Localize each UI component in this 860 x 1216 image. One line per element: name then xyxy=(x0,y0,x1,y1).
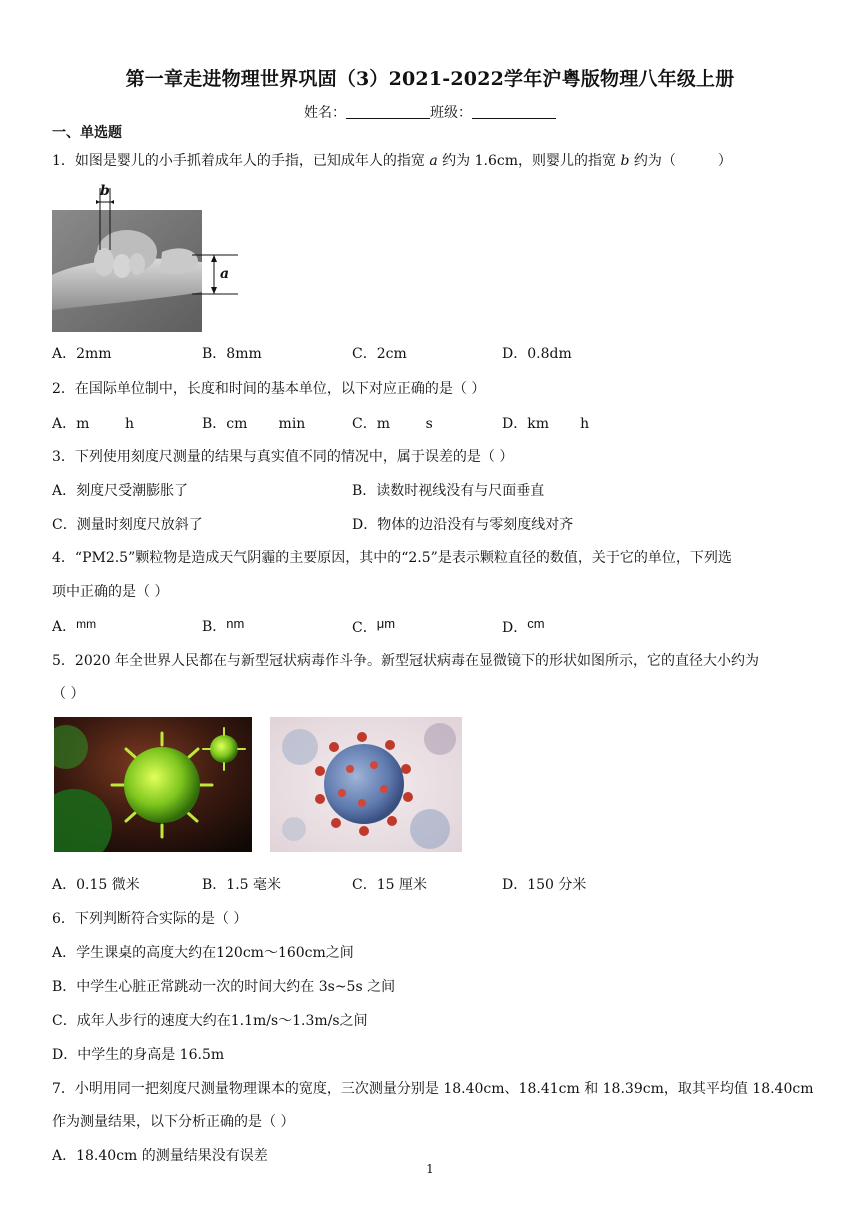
q6-option-d[interactable]: D．中学生的身高是 16.5m xyxy=(52,1047,225,1063)
q6-option-c[interactable]: C．成年人步行的速度大约在1.1m/s～1.3m/s之间 xyxy=(52,1013,368,1029)
fig-label-a: a xyxy=(220,266,230,282)
q5-option-b[interactable]: B．1.5 毫米 xyxy=(202,877,282,893)
q4-option-d[interactable]: D．cm xyxy=(502,616,545,636)
question-6: 6．下列判断符合实际的是（ ） xyxy=(52,911,248,927)
question-5-line-1: 5．2020 年全世界人民都在与新型冠状病毒作斗争。新型冠状病毒在显微镜下的形状如图所示，它的直径大小约为 xyxy=(52,653,759,669)
q3-option-c[interactable]: C．测量时刻度尺放斜了 xyxy=(52,517,203,533)
page-number: 1 xyxy=(426,1162,434,1176)
virus-image-red xyxy=(270,717,462,852)
question-3: 3．下列使用刻度尺测量的结果与真实值不同的情况中，属于误差的是（ ） xyxy=(52,449,514,465)
question-7-line-2: 作为测量结果，以下分析正确的是（ ） xyxy=(52,1114,295,1130)
name-blank[interactable] xyxy=(346,106,430,119)
q2-option-a[interactable]: A．m h xyxy=(52,416,135,432)
q7-option-a[interactable]: A．18.40cm 的测量结果没有误差 xyxy=(52,1148,268,1164)
var-b: b xyxy=(620,153,630,169)
student-info-line xyxy=(0,102,860,122)
q2-option-b[interactable]: B．cm min xyxy=(202,416,306,432)
q4-option-c[interactable]: C．μm xyxy=(352,616,396,636)
q2-option-d[interactable]: D．km h xyxy=(502,416,590,432)
question-4-line-1: 4．“PM2.5”颗粒物是造成天气阴霾的主要原因，其中的“2.5”是表示颗粒直径的数值，关于它的单位，下列选 xyxy=(52,550,732,566)
q3-option-d[interactable]: D．物体的边沿没有与零刻度线对齐 xyxy=(352,517,574,533)
q4-option-a[interactable]: A．mm xyxy=(52,617,97,635)
finger-photo xyxy=(52,180,242,332)
q1-option-a[interactable]: A．2mm xyxy=(52,346,112,362)
section-heading: 一、单选题 xyxy=(52,125,122,141)
q4-unit-b: nm xyxy=(226,616,245,631)
question-2: 2．在国际单位制中，长度和时间的基本单位，以下对应正确的是（ ） xyxy=(52,381,486,397)
class-blank[interactable] xyxy=(472,106,556,119)
q4-unit-d: cm xyxy=(527,616,545,631)
fig-label-b: b xyxy=(100,183,110,199)
q1-option-c[interactable]: C．2cm xyxy=(352,346,407,362)
virus-image-green xyxy=(54,717,252,852)
q4-option-b[interactable]: B．nm xyxy=(202,616,245,635)
question-1: 1．如图是婴儿的小手抓着成年人的手指，已知成年人的指宽 a 约为 1.6cm，则婴儿的指宽 b 约为（ ） xyxy=(52,153,732,169)
var-a: a xyxy=(429,153,438,169)
class-label: 班级： xyxy=(430,105,472,121)
q5-option-c[interactable]: C．15 厘米 xyxy=(352,877,427,893)
q4-unit-c: μm xyxy=(376,616,396,631)
q6-option-b[interactable]: B．中学生心脏正常跳动一次的时间大约在 3s~5s 之间 xyxy=(52,979,396,995)
q1-option-d[interactable]: D．0.8dm xyxy=(502,346,572,362)
q4-unit-a: mm xyxy=(76,617,97,631)
q5-option-a[interactable]: A．0.15 微米 xyxy=(52,877,140,893)
q2-option-c[interactable]: C．m s xyxy=(352,416,433,432)
q3-option-b[interactable]: B．读数时视线没有与尺面垂直 xyxy=(352,483,545,499)
name-label: 姓名： xyxy=(304,105,346,121)
q1-option-b[interactable]: B．8mm xyxy=(202,346,262,362)
q5-option-d[interactable]: D．150 分米 xyxy=(502,877,587,893)
q3-option-a[interactable]: A．刻度尺受潮膨胀了 xyxy=(52,483,189,499)
question-7-line-1: 7．小明用同一把刻度尺测量物理课本的宽度，三次测量分别是 18.40cm、18.41cm 和 18.39cm，取其平均值 18.40cm xyxy=(52,1081,814,1097)
question-5-line-2: （ ） xyxy=(52,686,85,702)
q6-option-a[interactable]: A．学生课桌的高度大约在120cm～160cm之间 xyxy=(52,945,354,961)
page-title: 第一章走进物理世界巩固（3）2021-2022学年沪粤版物理八年级上册 xyxy=(125,68,735,90)
question-4-line-2: 项中正确的是（ ） xyxy=(52,584,169,600)
